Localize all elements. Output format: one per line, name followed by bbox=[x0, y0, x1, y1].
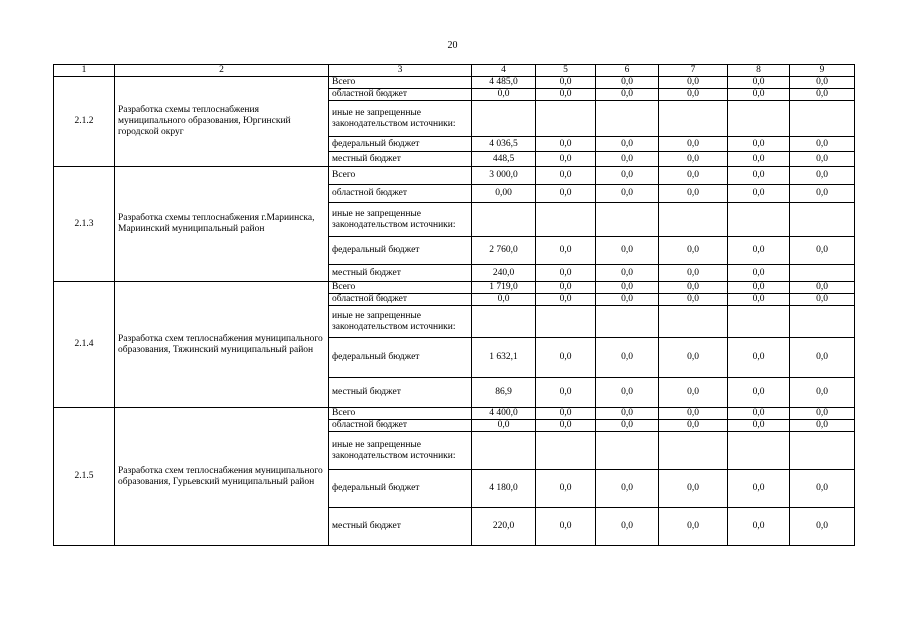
value-cell: 0,0 bbox=[659, 237, 728, 265]
value-cell: 0,0 bbox=[790, 185, 855, 203]
value-cell: 0,0 bbox=[596, 77, 659, 89]
header-cell: 9 bbox=[790, 65, 855, 77]
value-cell: 0,0 bbox=[659, 167, 728, 185]
value-cell: 0,0 bbox=[728, 282, 790, 294]
value-cell: 220,0 bbox=[472, 508, 536, 546]
value-cell bbox=[790, 306, 855, 338]
value-cell: 0,0 bbox=[596, 185, 659, 203]
value-cell: 0,0 bbox=[659, 420, 728, 432]
value-cell: 0,0 bbox=[659, 137, 728, 152]
value-cell: 0,0 bbox=[536, 408, 596, 420]
value-cell bbox=[790, 101, 855, 137]
funding-source: областной бюджет bbox=[329, 294, 472, 306]
value-cell bbox=[536, 203, 596, 237]
value-cell: 0,0 bbox=[472, 294, 536, 306]
value-cell: 0,0 bbox=[596, 89, 659, 101]
value-cell: 4 400,0 bbox=[472, 408, 536, 420]
value-cell: 0,0 bbox=[790, 338, 855, 378]
value-cell bbox=[728, 432, 790, 470]
value-cell bbox=[596, 432, 659, 470]
value-cell bbox=[790, 203, 855, 237]
value-cell: 0,0 bbox=[536, 89, 596, 101]
value-cell: 0,0 bbox=[728, 420, 790, 432]
value-cell: 0,0 bbox=[536, 294, 596, 306]
value-cell: 0,0 bbox=[536, 378, 596, 408]
header-cell: 5 bbox=[536, 65, 596, 77]
value-cell: 0,0 bbox=[728, 294, 790, 306]
funding-source: федеральный бюджет bbox=[329, 470, 472, 508]
value-cell: 0,0 bbox=[728, 508, 790, 546]
value-cell: 0,0 bbox=[596, 237, 659, 265]
value-cell: 0,0 bbox=[728, 470, 790, 508]
value-cell: 4 036,5 bbox=[472, 137, 536, 152]
value-cell: 0,0 bbox=[790, 508, 855, 546]
value-cell: 0,0 bbox=[659, 508, 728, 546]
funding-source: федеральный бюджет bbox=[329, 137, 472, 152]
item-description: Разработка схем теплоснабжения муниципального образования, Гурьевский муниципальный район bbox=[115, 408, 329, 546]
value-cell: 0,0 bbox=[790, 152, 855, 167]
value-cell: 0,0 bbox=[790, 294, 855, 306]
value-cell bbox=[536, 101, 596, 137]
value-cell: 0,0 bbox=[536, 152, 596, 167]
value-cell: 0,0 bbox=[728, 378, 790, 408]
item-description: Разработка схемы теплоснабжения г.Мариинска, Мариинский муниципальный район bbox=[115, 167, 329, 282]
value-cell: 0,0 bbox=[790, 378, 855, 408]
budget-table bbox=[53, 64, 855, 546]
value-cell: 0,0 bbox=[536, 185, 596, 203]
value-cell bbox=[728, 101, 790, 137]
header-cell: 7 bbox=[659, 65, 728, 77]
funding-source: Всего bbox=[329, 77, 472, 89]
value-cell: 0,0 bbox=[728, 185, 790, 203]
value-cell: 86,9 bbox=[472, 378, 536, 408]
funding-source: иные не запрещенные законодательством источники: bbox=[329, 203, 472, 237]
header-cell: 3 bbox=[329, 65, 472, 77]
value-cell: 0,0 bbox=[659, 185, 728, 203]
value-cell: 0,0 bbox=[596, 470, 659, 508]
value-cell: 0,0 bbox=[659, 265, 728, 282]
funding-source: федеральный бюджет bbox=[329, 237, 472, 265]
value-cell: 0,0 bbox=[728, 237, 790, 265]
funding-source: Всего bbox=[329, 408, 472, 420]
value-cell: 0,0 bbox=[596, 508, 659, 546]
value-cell: 0,0 bbox=[536, 508, 596, 546]
value-cell: 0,0 bbox=[536, 265, 596, 282]
value-cell bbox=[536, 432, 596, 470]
value-cell bbox=[472, 432, 536, 470]
value-cell: 0,0 bbox=[659, 77, 728, 89]
table-row bbox=[54, 77, 855, 89]
value-cell bbox=[728, 203, 790, 237]
value-cell: 0,0 bbox=[659, 282, 728, 294]
header-cell: 8 bbox=[728, 65, 790, 77]
funding-source: Всего bbox=[329, 282, 472, 294]
header-cell: 6 bbox=[596, 65, 659, 77]
value-cell: 1 719,0 bbox=[472, 282, 536, 294]
value-cell: 0,0 bbox=[659, 378, 728, 408]
value-cell: 1 632,1 bbox=[472, 338, 536, 378]
funding-source: областной бюджет bbox=[329, 185, 472, 203]
value-cell: 0,0 bbox=[536, 282, 596, 294]
table-body bbox=[54, 77, 855, 546]
value-cell bbox=[790, 432, 855, 470]
funding-source: Всего bbox=[329, 167, 472, 185]
item-description: Разработка схемы теплоснабжения муниципального образования, Юргинский городской округ bbox=[115, 77, 329, 167]
value-cell: 0,0 bbox=[596, 265, 659, 282]
funding-source: местный бюджет bbox=[329, 265, 472, 282]
value-cell: 0,0 bbox=[536, 167, 596, 185]
value-cell: 0,0 bbox=[790, 167, 855, 185]
header-cell: 4 bbox=[472, 65, 536, 77]
value-cell bbox=[472, 203, 536, 237]
page-number: 20 bbox=[447, 40, 458, 51]
header-cell: 1 bbox=[54, 65, 115, 77]
value-cell: 0,0 bbox=[790, 470, 855, 508]
value-cell bbox=[790, 265, 855, 282]
value-cell: 0,0 bbox=[596, 294, 659, 306]
value-cell bbox=[728, 306, 790, 338]
funding-source: местный бюджет bbox=[329, 378, 472, 408]
value-cell: 0,0 bbox=[659, 338, 728, 378]
value-cell bbox=[596, 101, 659, 137]
value-cell: 0,0 bbox=[790, 137, 855, 152]
value-cell bbox=[659, 101, 728, 137]
value-cell: 0,0 bbox=[790, 408, 855, 420]
value-cell: 4 180,0 bbox=[472, 470, 536, 508]
table-row bbox=[54, 408, 855, 420]
value-cell: 0,0 bbox=[596, 378, 659, 408]
value-cell: 448,5 bbox=[472, 152, 536, 167]
value-cell: 0,0 bbox=[536, 237, 596, 265]
item-description: Разработка схем теплоснабжения муниципального образования, Тяжинский муниципальный район bbox=[115, 282, 329, 408]
item-code: 2.1.5 bbox=[54, 408, 115, 546]
value-cell bbox=[659, 306, 728, 338]
value-cell: 0,0 bbox=[790, 237, 855, 265]
value-cell: 0,0 bbox=[790, 77, 855, 89]
item-code: 2.1.3 bbox=[54, 167, 115, 282]
value-cell: 0,0 bbox=[659, 470, 728, 508]
value-cell: 0,0 bbox=[596, 338, 659, 378]
value-cell: 0,0 bbox=[659, 408, 728, 420]
value-cell: 0,0 bbox=[790, 420, 855, 432]
funding-source: местный бюджет bbox=[329, 508, 472, 546]
value-cell: 0,0 bbox=[659, 152, 728, 167]
header-row bbox=[54, 65, 855, 77]
value-cell: 0,0 bbox=[790, 282, 855, 294]
value-cell: 0,0 bbox=[659, 89, 728, 101]
value-cell: 0,0 bbox=[728, 167, 790, 185]
value-cell: 0,00 bbox=[472, 185, 536, 203]
value-cell: 0,0 bbox=[728, 77, 790, 89]
table-row bbox=[54, 167, 855, 185]
funding-source: федеральный бюджет bbox=[329, 338, 472, 378]
funding-source: областной бюджет bbox=[329, 89, 472, 101]
value-cell bbox=[659, 432, 728, 470]
value-cell: 0,0 bbox=[728, 152, 790, 167]
value-cell bbox=[536, 306, 596, 338]
value-cell: 0,0 bbox=[728, 265, 790, 282]
item-code: 2.1.4 bbox=[54, 282, 115, 408]
value-cell: 0,0 bbox=[472, 420, 536, 432]
funding-source: иные не запрещенные законодательством источники: bbox=[329, 101, 472, 137]
value-cell: 0,0 bbox=[472, 89, 536, 101]
value-cell bbox=[472, 306, 536, 338]
value-cell bbox=[596, 203, 659, 237]
value-cell: 0,0 bbox=[596, 167, 659, 185]
value-cell: 3 000,0 bbox=[472, 167, 536, 185]
value-cell: 0,0 bbox=[596, 282, 659, 294]
value-cell: 0,0 bbox=[790, 89, 855, 101]
value-cell: 0,0 bbox=[596, 420, 659, 432]
table-row bbox=[54, 282, 855, 294]
value-cell: 0,0 bbox=[728, 89, 790, 101]
value-cell: 0,0 bbox=[596, 408, 659, 420]
value-cell: 4 485,0 bbox=[472, 77, 536, 89]
value-cell bbox=[596, 306, 659, 338]
value-cell: 0,0 bbox=[728, 338, 790, 378]
value-cell bbox=[659, 203, 728, 237]
item-code: 2.1.2 bbox=[54, 77, 115, 167]
value-cell: 240,0 bbox=[472, 265, 536, 282]
value-cell bbox=[472, 101, 536, 137]
header-cell: 2 bbox=[115, 65, 329, 77]
value-cell: 0,0 bbox=[536, 338, 596, 378]
value-cell: 2 760,0 bbox=[472, 237, 536, 265]
value-cell: 0,0 bbox=[536, 77, 596, 89]
value-cell: 0,0 bbox=[659, 294, 728, 306]
value-cell: 0,0 bbox=[536, 420, 596, 432]
value-cell: 0,0 bbox=[728, 137, 790, 152]
value-cell: 0,0 bbox=[536, 137, 596, 152]
value-cell: 0,0 bbox=[596, 137, 659, 152]
funding-source: иные не запрещенные законодательством источники: bbox=[329, 306, 472, 338]
value-cell: 0,0 bbox=[536, 470, 596, 508]
funding-source: областной бюджет bbox=[329, 420, 472, 432]
value-cell: 0,0 bbox=[728, 408, 790, 420]
funding-source: иные не запрещенные законодательством источники: bbox=[329, 432, 472, 470]
value-cell: 0,0 bbox=[596, 152, 659, 167]
funding-source: местный бюджет bbox=[329, 152, 472, 167]
